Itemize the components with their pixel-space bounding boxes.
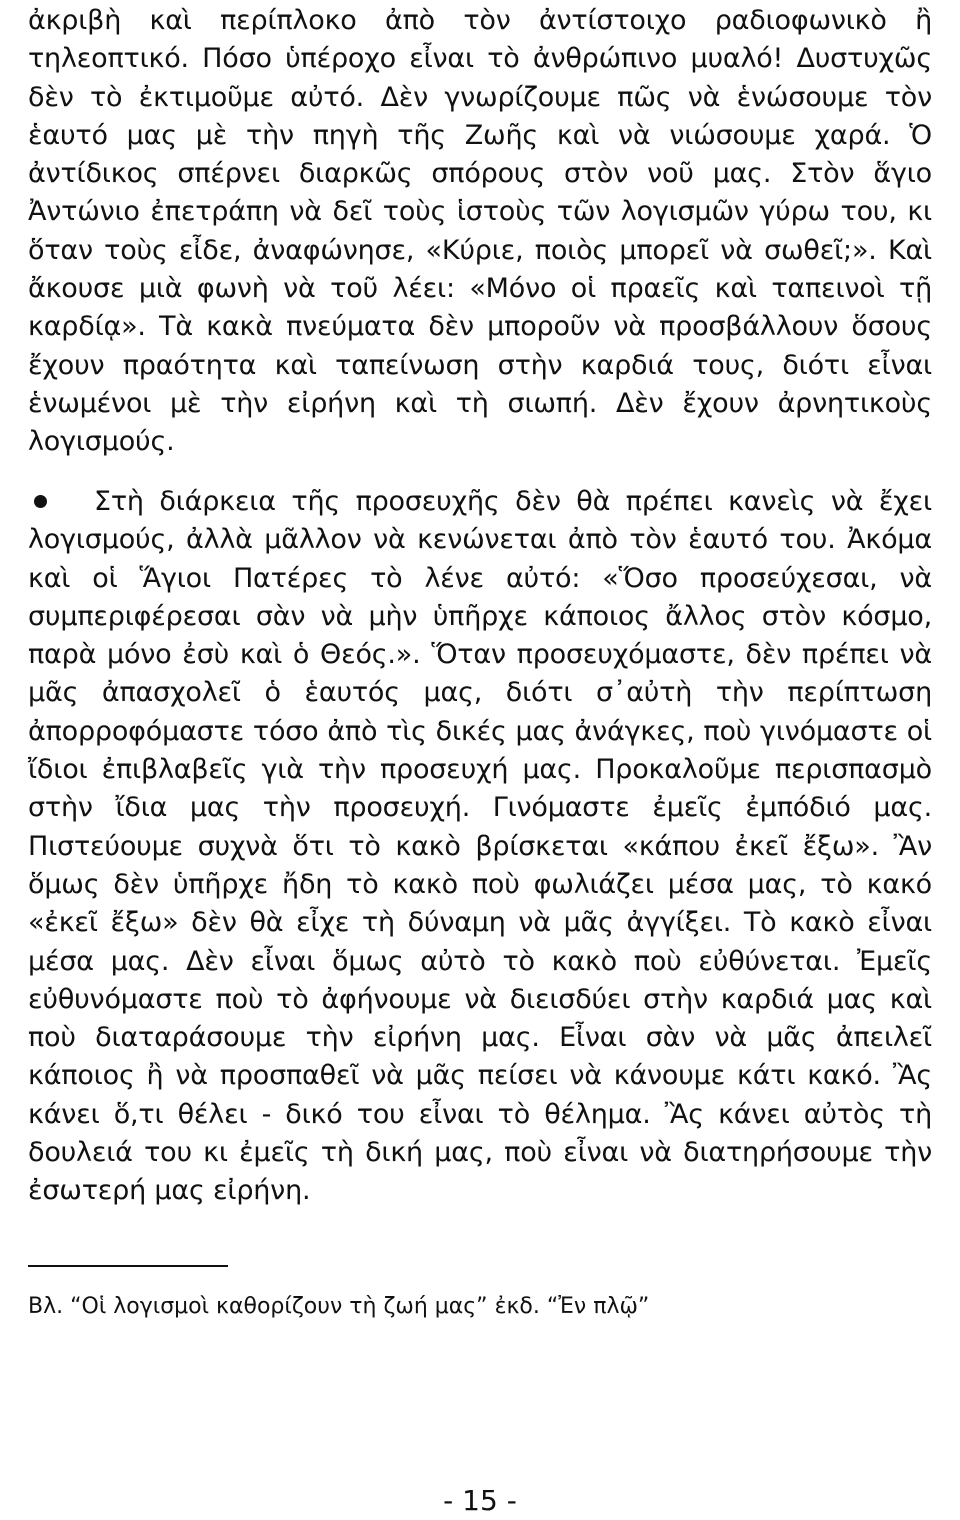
footnote-separator: [28, 1265, 228, 1267]
body-paragraph-2: Στὴ διάρκεια τῆς προσευχῆς δὲν θὰ πρέπει κανεὶς νὰ ἔχει λογισμούς, ἀλλὰ μᾶλλον νὰ κενώνεται ἀπὸ τὸν ἑαυτό του. Ἀκόμα καὶ οἱ Ἅγιοι Πατέρες τὸ λένε αὐτό: «Ὅσο προσεύχεσαι, νὰ συμπεριφέρεσαι σὰν νὰ μὴν ὑπῆρχε κάποιος ἄλλος στὸν κόσμο, παρὰ μόνο ἐσὺ καὶ ὁ Θεός.». Ὅταν προσευχόμαστε, δὲν πρέπει νὰ μᾶς ἀπασχολεῖ ὁ ἑαυτός μας, διότι σ᾽αὐτὴ τὴν περίπτωση ἀπορροφόμαστε τόσο ἀπὸ τὶς δικές μας ἀνάγκες, ποὺ γινόμαστε οἱ ἴδιοι ἐπιβλαβεῖς γιὰ τὴν προσευχή μας. Προκαλοῦμε περισπασμὸ στὴν ἴδια μας τὴν προσευχή. Γινόμαστε ἐμεῖς ἐμπόδιό μας. Πιστεύουμε συχνὰ ὅτι τὸ κακὸ βρίσκεται «κάπου ἐκεῖ ἔξω». Ἂν ὅμως δὲν ὑπῆρχε ἤδη τὸ κακὸ ποὺ φωλιάζει μέσα μας, τὸ κακό «ἐκεῖ ἔξω» δὲν θὰ εἶχε τὴ δύναμη νὰ μᾶς ἀγγίξει. Τὸ κακὸ εἶναι μέσα μας. Δὲν εἶναι ὅμως αὐτὸ τὸ κακὸ ποὺ εὐθύνεται. Ἐμεῖς εὐθυνόμαστε ποὺ τὸ ἀφήνουμε νὰ διεισδύει στὴν καρδιά μας καὶ ποὺ διαταράσουμε τὴν εἰρήνη μας. Εἶναι σὰν νὰ μᾶς ἀπειλεῖ κάποιος ἢ νὰ προσπαθεῖ νὰ μᾶς πείσει νὰ κάνουμε κάτι κακό. Ἂς κάνει ὅ,τι θέλει - δικό του εἶναι τὸ θέλημα. Ἂς κάνει αὐτὸς τὴ δουλειά του κι ἐμεῖς τὴ δική μας, ποὺ εἶναι νὰ διατηρήσουμε τὴν ἐσωτερή μας εἰρήνη.: [28, 486, 932, 1207]
body-paragraph-1: ἀκριβὴ καὶ περίπλοκο ἀπὸ τὸν ἀντίστοιχο ραδιοφωνικὸ ἢ τηλεοπτικό. Πόσο ὑπέροχο εἶναι τὸ ἀνθρώπινο μυαλό! Δυστυχῶς δὲν τὸ ἐκτιμοῦμε αὐτό. Δὲν γνωρίζουμε πῶς νὰ ἑνώσουμε τὸν ἑαυτό μας μὲ τὴν πηγὴ τῆς Ζωῆς καὶ νὰ νιώσουμε χαρά. Ὁ ἀντίδικος σπέρνει διαρκῶς σπόρους στὸν νοῦ μας. Στὸν ἅγιο Ἀντώνιο ἐπετράπη νὰ δεῖ τοὺς ἱστοὺς τῶν λογισμῶν γύρω του, κι ὅταν τοὺς εἶδε, ἀναφώνησε, «Κύριε, ποιὸς μπορεῖ νὰ σωθεῖ;». Καὶ ἄκουσε μιὰ φωνὴ νὰ τοῦ λέει: «Μόνο οἱ πραεῖς καὶ ταπεινοὶ τῇ καρδίᾳ». Τὰ κακὰ πνεύματα δὲν μποροῦν νὰ προσβάλλουν ὅσους ἔχουν πραότητα καὶ ταπείνωση στὴν καρδιά τους, διότι εἶναι ἑνωμένοι μὲ τὴν εἰρήνη καὶ τὴ σιωπή. Δὲν ἔχουν ἀρνητικοὺς λογισμούς.: [28, 5, 932, 458]
footnote: Βλ. “Οἱ λογισμοὶ καθορίζουν τὴ ζωή μας” ἐκδ. “Ἐν πλῷ”: [28, 1294, 650, 1319]
page-number: - 15 -: [443, 1484, 517, 1517]
